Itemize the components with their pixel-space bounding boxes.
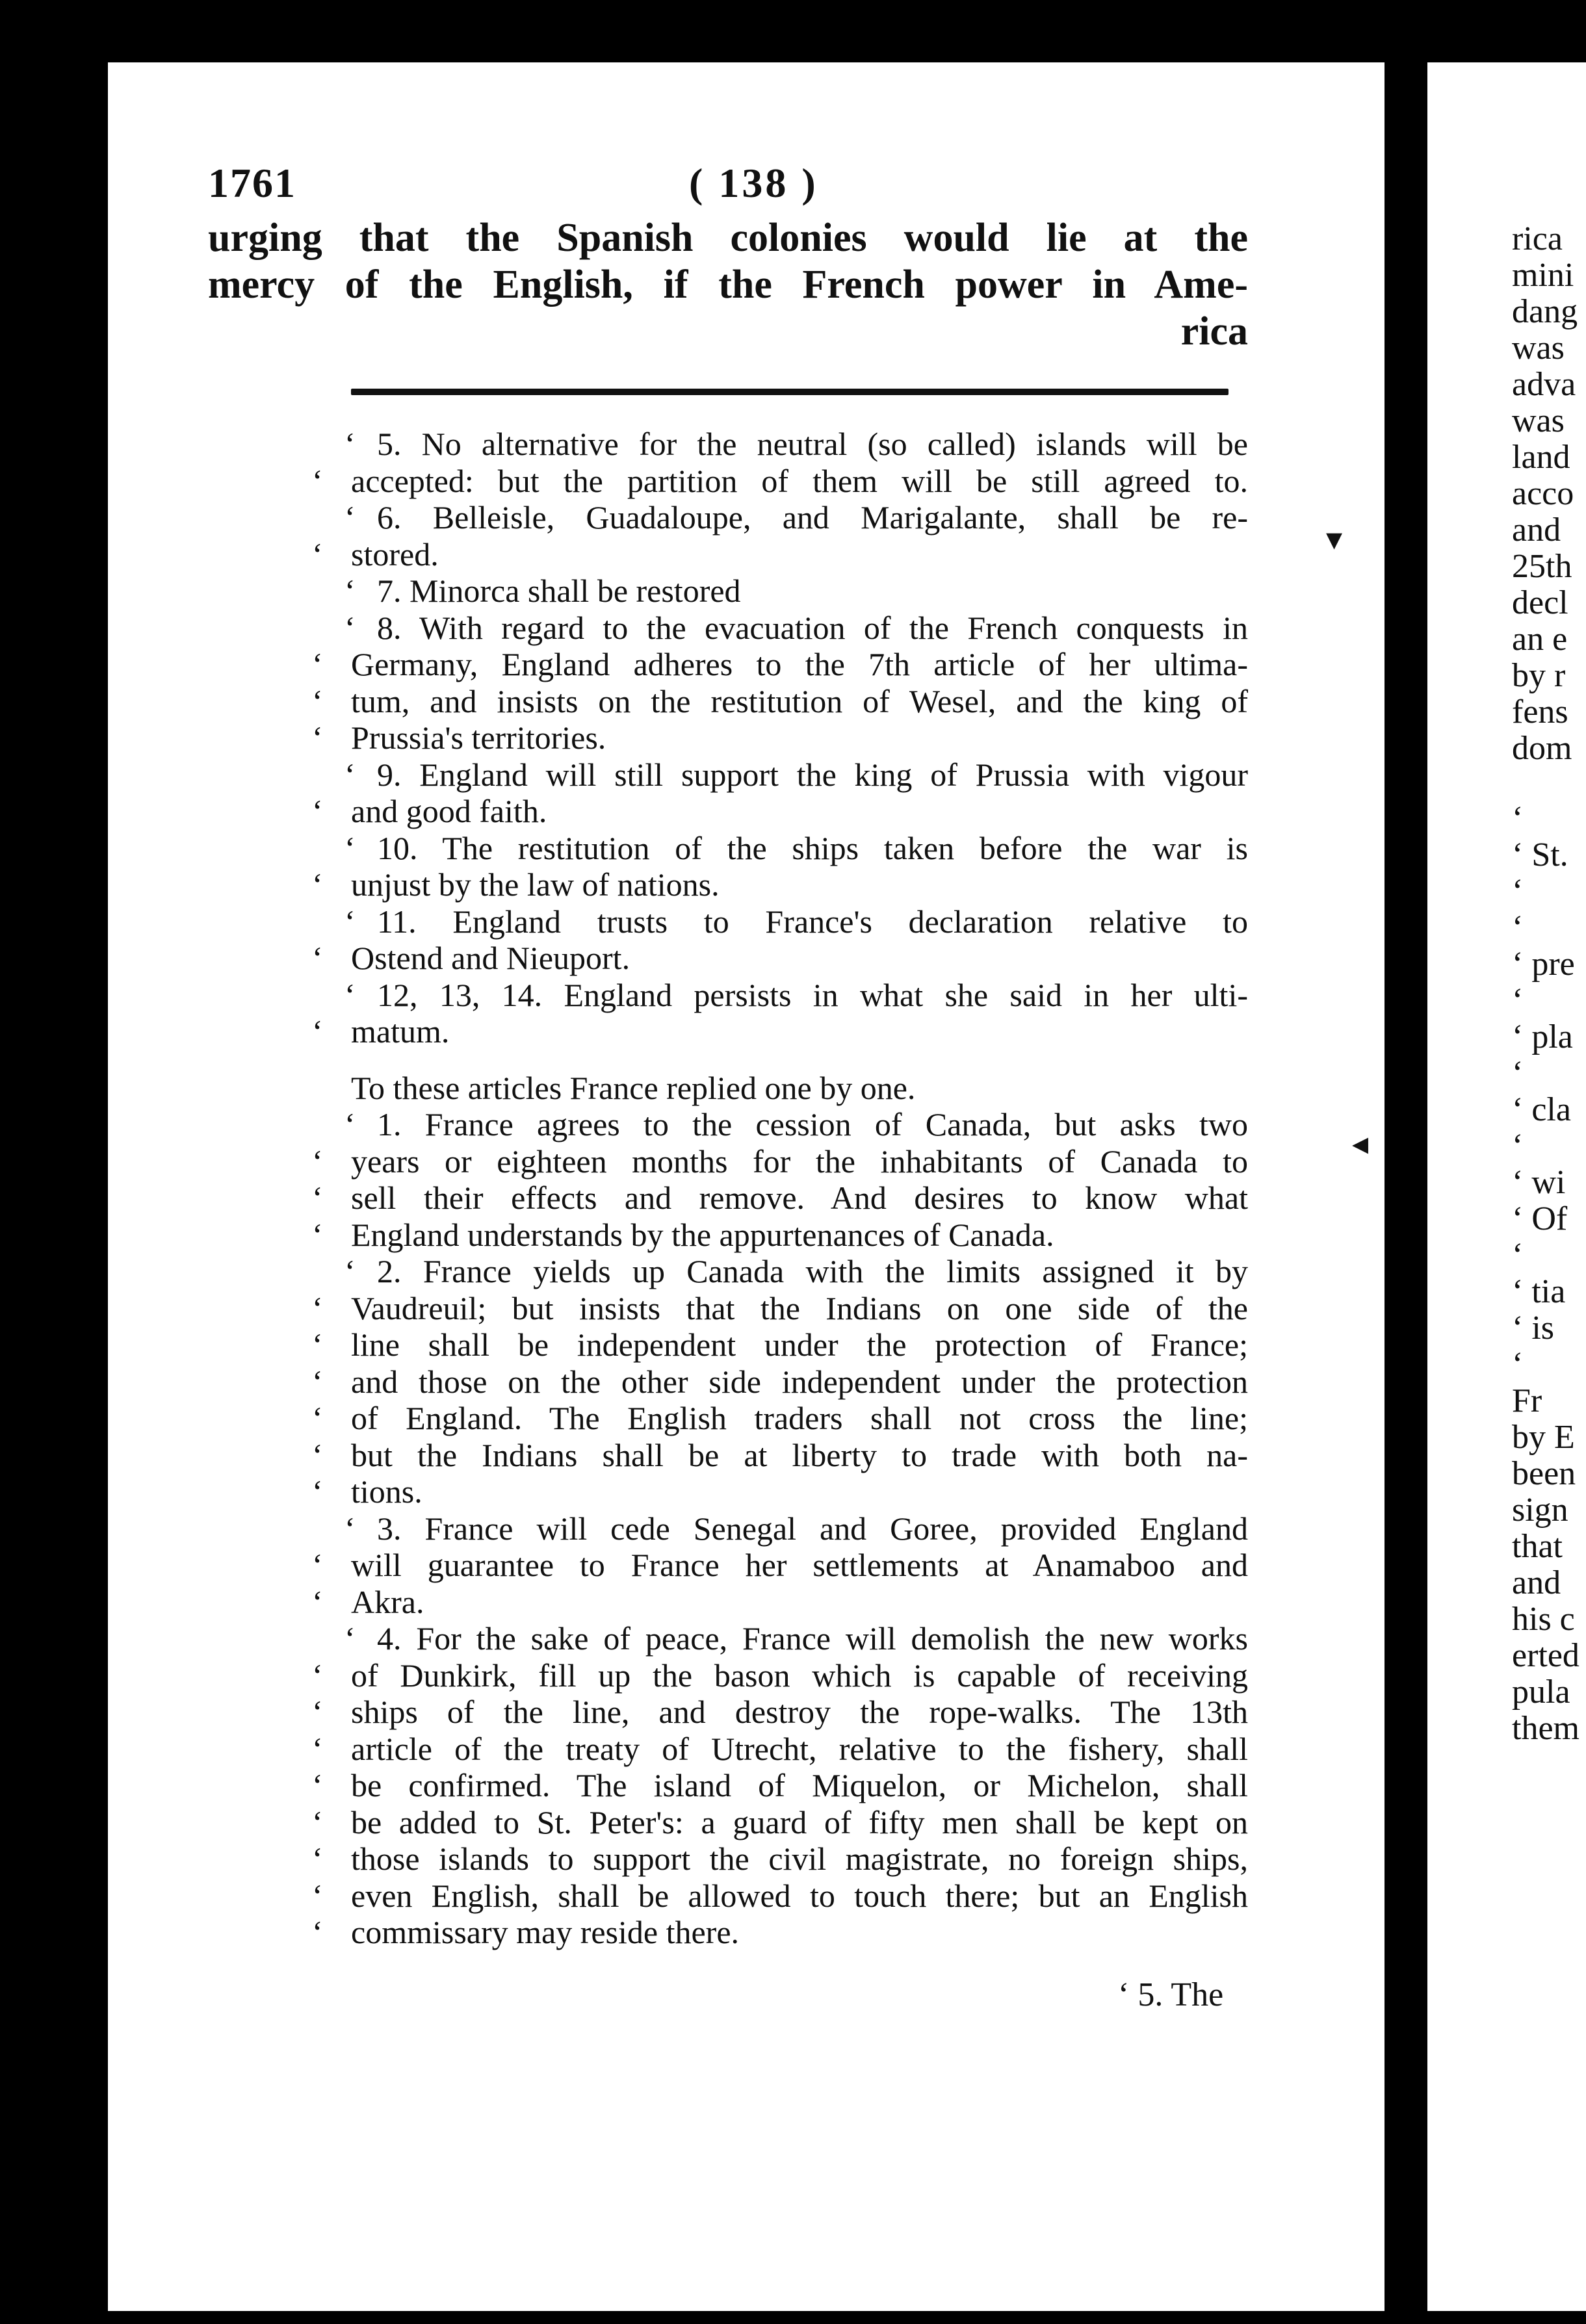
- text-line: [344, 499, 1248, 536]
- text-line: [312, 1013, 1248, 1050]
- quote-mark: ‘: [312, 1877, 323, 1914]
- text-line: [344, 903, 1248, 940]
- text-line: [312, 1583, 1248, 1621]
- text-line: [312, 1877, 1248, 1915]
- line-text: even English, shall be allowed to touch there; but an English: [351, 1877, 1248, 1914]
- right-page-line: ‘: [1512, 1346, 1524, 1383]
- line-text: Germany, England adheres to the 7th article of her ultima-: [351, 646, 1248, 682]
- right-page-line: that: [1512, 1528, 1563, 1565]
- text-line: [312, 1180, 1248, 1217]
- right-page-line: ‘ wi: [1512, 1164, 1566, 1201]
- right-page-line: dang: [1512, 293, 1578, 330]
- right-page-line: sign: [1512, 1491, 1568, 1529]
- line-text: To these articles France replied one by one.: [351, 1069, 916, 1106]
- right-page-line: an e: [1512, 621, 1568, 658]
- quote-mark: ‘: [344, 756, 356, 793]
- right-page-line: his c: [1512, 1601, 1575, 1638]
- line-text: matum.: [351, 1013, 450, 1050]
- quote-mark: ‘: [312, 682, 323, 719]
- right-page-line: ‘ Of: [1512, 1200, 1568, 1237]
- right-page-line: ‘ cla: [1512, 1091, 1571, 1128]
- line-text: ships of the line, and destroy the rope-walks. The 13th: [351, 1694, 1248, 1730]
- right-page-line: been: [1512, 1455, 1576, 1492]
- text-line: [312, 1363, 1248, 1401]
- text-line: [312, 1400, 1248, 1437]
- quote-mark: ‘: [344, 573, 356, 609]
- intro-line: rica: [1180, 309, 1248, 354]
- quote-mark: ‘: [312, 1583, 323, 1620]
- quote-mark: ‘: [312, 1840, 323, 1877]
- right-page-line: ‘ pre: [1512, 946, 1575, 983]
- page-number: ( 138 ): [689, 160, 818, 206]
- quote-mark: ‘: [312, 646, 323, 682]
- quote-mark: ‘: [312, 719, 323, 756]
- text-line: [344, 573, 1248, 610]
- right-page-line: ‘: [1512, 982, 1524, 1019]
- year-heading: 1761: [208, 160, 296, 206]
- text-line: [351, 1070, 1248, 1107]
- quote-mark: ‘: [312, 940, 323, 976]
- right-page-line: ‘ St.: [1512, 836, 1568, 873]
- line-text: be added to St. Peter's: a guard of fifty men shall be kept on: [351, 1803, 1248, 1840]
- text-line: [344, 1510, 1248, 1547]
- quote-mark: ‘: [312, 1216, 323, 1253]
- line-text: accepted: but the partition of them will be still agreed to.: [351, 462, 1248, 499]
- quote-mark: ‘: [344, 1106, 356, 1143]
- quote-mark: ‘: [312, 1803, 323, 1840]
- text-line: [312, 1143, 1248, 1180]
- quote-mark: ‘: [344, 499, 356, 536]
- right-page-line: by r: [1512, 657, 1566, 694]
- quote-mark: ‘: [312, 1730, 323, 1767]
- intro-line: urging that the Spanish colonies would lie at the: [208, 216, 1248, 260]
- text-line: [344, 426, 1248, 463]
- right-page-line: fens: [1512, 693, 1568, 730]
- right-page-line: decl: [1512, 584, 1568, 621]
- quote-mark: ‘: [312, 1289, 323, 1326]
- right-page-line: ‘: [1512, 873, 1524, 910]
- right-page-line: ‘: [1512, 1055, 1524, 1092]
- line-text: line shall be independent under the protection of France;: [351, 1326, 1248, 1363]
- text-line: [312, 682, 1248, 720]
- right-page-line: by E: [1512, 1419, 1575, 1456]
- line-text: 5. No alternative for the neutral (so called) islands will be: [377, 426, 1248, 462]
- text-line: [344, 1620, 1248, 1657]
- right-page-line: ‘: [1512, 1128, 1524, 1165]
- quote-mark: ‘: [312, 1180, 323, 1216]
- quote-mark: ‘: [312, 1013, 323, 1050]
- line-text: 7. Minorca shall be restored: [377, 573, 741, 609]
- quote-mark: ‘: [312, 1767, 323, 1803]
- text-line: [312, 1657, 1248, 1694]
- quote-mark: ‘: [312, 1914, 323, 1950]
- line-text: 11. England trusts to France's declaration relative to: [377, 903, 1248, 940]
- text-line: [312, 866, 1248, 903]
- right-page-line: was: [1512, 402, 1565, 439]
- text-line: [312, 1473, 1248, 1510]
- line-text: 3. France will cede Senegal and Goree, provided England: [377, 1510, 1248, 1547]
- margin-mark-down: ▾: [1326, 521, 1343, 557]
- intro-paragraph: [208, 214, 1248, 355]
- right-page-line: and: [1512, 1564, 1561, 1601]
- line-text: of England. The English traders shall not cross the line;: [351, 1400, 1248, 1436]
- text-line: [312, 1840, 1248, 1878]
- line-text: of Dunkirk, fill up the bason which is capable of receiving: [351, 1657, 1248, 1694]
- right-page-line: ‘: [1512, 800, 1524, 837]
- line-text: commissary may reside there.: [351, 1914, 740, 1950]
- text-line: [312, 1730, 1248, 1768]
- intro-line: mercy of the English, if the French power in Ame-: [208, 263, 1248, 307]
- text-line: [344, 1253, 1248, 1290]
- line-text: 10. The restitution of the ships taken before the war is: [377, 829, 1248, 866]
- right-page-line: erted: [1512, 1637, 1580, 1674]
- line-text: England understands by the appurtenances of Canada.: [351, 1216, 1054, 1253]
- line-text: 6. Belleisle, Guadaloupe, and Marigalante, shall be re-: [377, 499, 1248, 536]
- line-text: Ostend and Nieuport.: [351, 940, 630, 976]
- line-text: article of the treaty of Utrecht, relative to the fishery, shall: [351, 1730, 1248, 1767]
- quote-mark: ‘: [312, 1363, 323, 1400]
- line-text: be confirmed. The island of Miquelon, or Michelon, shall: [351, 1767, 1248, 1803]
- right-page-line: Fr: [1512, 1382, 1542, 1419]
- quote-mark: ‘: [344, 1510, 356, 1547]
- text-line: [344, 756, 1248, 794]
- text-line: [312, 940, 1248, 977]
- text-line: [344, 976, 1248, 1014]
- text-line: [312, 1326, 1248, 1363]
- line-text: those islands to support the civil magistrate, no foreign ships,: [351, 1840, 1248, 1877]
- line-text: 12, 13, 14. England persists in what she said in her ulti-: [377, 976, 1248, 1013]
- quote-mark: ‘: [344, 1253, 356, 1289]
- text-line: [312, 462, 1248, 500]
- line-text: 4. For the sake of peace, France will demolish the new works: [377, 1620, 1248, 1657]
- quote-mark: ‘: [312, 536, 323, 573]
- text-line: [312, 1803, 1248, 1841]
- quote-mark: ‘: [312, 1657, 323, 1694]
- line-text: unjust by the law of nations.: [351, 866, 720, 903]
- quote-mark: ‘: [312, 1473, 323, 1510]
- quote-mark: ‘: [312, 1694, 323, 1730]
- line-text: 2. France yields up Canada with the limits assigned it by: [377, 1253, 1248, 1289]
- right-page-line: acco: [1512, 475, 1574, 512]
- right-page-line: and: [1512, 511, 1561, 549]
- quote-mark: ‘: [344, 1620, 356, 1657]
- quote-mark: ‘: [312, 462, 323, 499]
- right-page-line: was: [1512, 329, 1565, 367]
- line-text: years or eighteen months for the inhabitants of Canada to: [351, 1143, 1248, 1180]
- line-text: 9. England will still support the king of Prussia with vigour: [377, 756, 1248, 793]
- horizontal-rule: [351, 389, 1228, 395]
- text-line: [312, 646, 1248, 683]
- article-list: [312, 426, 1248, 1951]
- right-page-line: mini: [1512, 257, 1574, 294]
- text-line: [344, 609, 1248, 647]
- quote-mark: ‘: [312, 1547, 323, 1583]
- right-page-line: ‘: [1512, 909, 1524, 946]
- text-line: [312, 1694, 1248, 1731]
- right-page-line: rica: [1512, 220, 1563, 257]
- quote-mark: ‘: [312, 1326, 323, 1363]
- line-text: but the Indians shall be at liberty to trade with both na-: [351, 1436, 1248, 1473]
- quote-mark: ‘: [344, 976, 356, 1013]
- catchword: ‘ 5. The: [1118, 1976, 1224, 2013]
- quote-mark: ‘: [312, 1143, 323, 1180]
- text-line: [312, 536, 1248, 573]
- text-line: [312, 719, 1248, 756]
- right-page-line: ‘: [1512, 1237, 1524, 1274]
- line-text: 8. With regard to the evacuation of the French conquests in: [377, 609, 1248, 646]
- text-line: [312, 1436, 1248, 1474]
- quote-mark: ‘: [312, 1400, 323, 1436]
- right-page-line: 25th: [1512, 548, 1572, 585]
- text-line: [344, 1106, 1248, 1143]
- line-text: Vaudreuil; but insists that the Indians on one side of the: [351, 1289, 1248, 1326]
- quote-mark: ‘: [344, 829, 356, 866]
- quote-mark: ‘: [312, 793, 323, 829]
- text-line: [312, 1767, 1248, 1804]
- line-text: stored.: [351, 536, 439, 573]
- text-line: [312, 1914, 1248, 1951]
- quote-mark: ‘: [344, 609, 356, 646]
- line-text: sell their effects and remove. And desires to know what: [351, 1180, 1248, 1216]
- text-line: [312, 1289, 1248, 1327]
- margin-mark-left: ◂: [1352, 1125, 1369, 1161]
- line-text: Prussia's territories.: [351, 719, 606, 756]
- right-page-line: pula: [1512, 1673, 1570, 1711]
- line-text: 1. France agrees to the cession of Canada, but asks two: [377, 1106, 1248, 1143]
- right-page-text: [1512, 221, 1586, 1747]
- right-page-line: dom: [1512, 730, 1572, 767]
- line-text: and good faith.: [351, 793, 547, 829]
- text-line: [312, 1216, 1248, 1254]
- quote-mark: ‘: [344, 426, 356, 462]
- right-page-line: ‘ pla: [1512, 1018, 1573, 1055]
- line-text: Akra.: [351, 1583, 424, 1620]
- right-page-line: land: [1512, 439, 1570, 476]
- line-text: will guarantee to France her settlements at Anamaboo and: [351, 1547, 1248, 1583]
- quote-mark: ‘: [312, 1436, 323, 1473]
- line-text: tions.: [351, 1473, 422, 1510]
- right-page-line: them: [1512, 1710, 1580, 1747]
- line-text: and those on the other side independent under the protection: [351, 1363, 1248, 1400]
- right-page-line: adva: [1512, 366, 1576, 403]
- line-text: tum, and insists on the restitution of Wesel, and the king of: [351, 682, 1248, 719]
- text-line: [344, 829, 1248, 867]
- text-line: [312, 1547, 1248, 1584]
- right-page-line: ‘ is: [1512, 1310, 1554, 1347]
- text-line: [312, 793, 1248, 830]
- quote-mark: ‘: [312, 866, 323, 903]
- quote-mark: ‘: [344, 903, 356, 940]
- right-page-line: ‘ tia: [1512, 1273, 1566, 1310]
